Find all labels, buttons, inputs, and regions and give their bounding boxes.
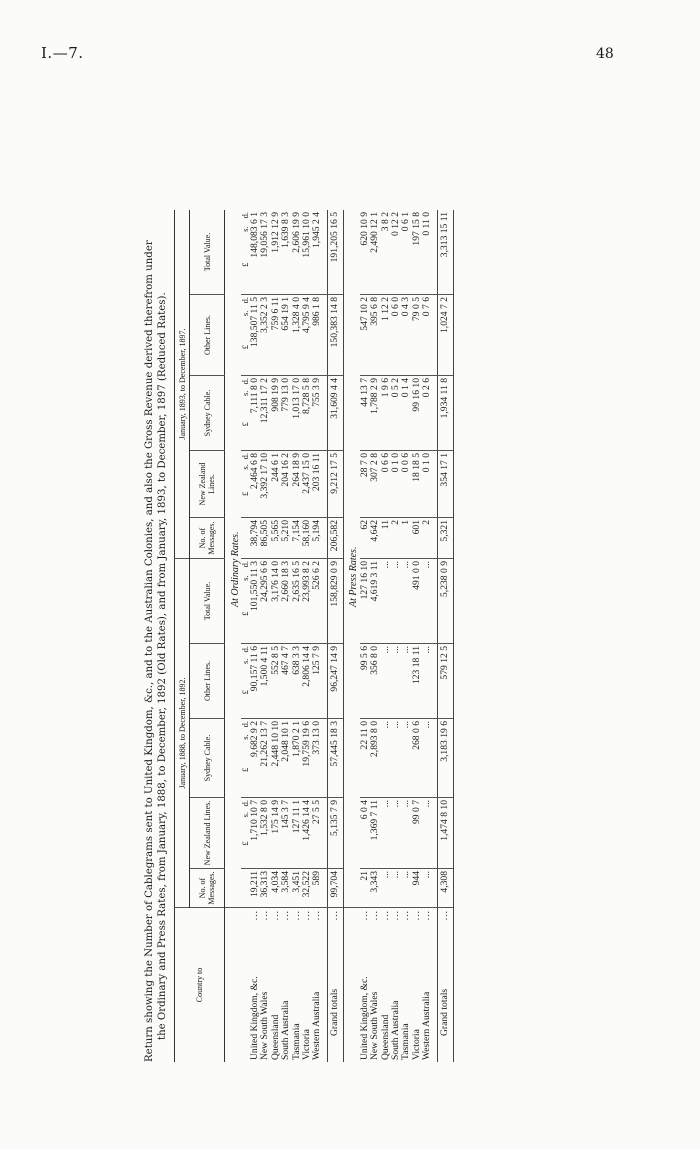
unit-symbol: d.: [240, 800, 250, 807]
leader-dots: ...: [421, 910, 433, 921]
table-row: [312, 210, 322, 1062]
leader-dots: ...: [410, 910, 422, 921]
table-cell: 101,550 11 3: [250, 559, 260, 644]
table-cell: 3,352 2 3: [260, 295, 270, 376]
table-row: [401, 210, 411, 1062]
leader-dots: ...: [280, 910, 292, 921]
table-cell: ...: [401, 719, 411, 798]
table-cell: ...: [422, 798, 432, 869]
table-cell: 601: [412, 518, 422, 559]
header-messages-2: No. of Messages.: [190, 518, 225, 559]
title-line-1: Return showing the Number of Cablegrams sent to United Kingdom, &c., and to the Australian Colonies, and also the Gross Revenue derived therefrom under: [144, 240, 155, 1062]
header-nz-lines-2: New Zealand Lines.: [190, 451, 225, 518]
country-label: Victoria: [410, 1029, 422, 1060]
leader-dots: ...: [301, 910, 313, 921]
header-period-1: January, 1888, to December, 1892.: [175, 559, 190, 908]
table-row: [370, 210, 380, 1062]
table-cell: 1,870 2 1: [292, 719, 302, 798]
unit-symbol: d.: [240, 561, 250, 568]
empty-cell: [343, 908, 360, 1063]
table-cell: 0 6 6: [381, 451, 391, 518]
unit-symbol: £: [240, 345, 250, 350]
table-cell: 99 5 6: [360, 644, 370, 719]
country-label: Tasmania: [290, 1023, 302, 1060]
table-cell: 5,321: [437, 518, 453, 559]
table-cell: 148,083 6 1: [250, 210, 260, 295]
table-row: [412, 210, 422, 1062]
unit-symbol: s.: [240, 811, 250, 818]
table-cell: 2: [391, 518, 401, 559]
table-cell: ...: [422, 559, 432, 644]
table-cell: 0 12 2: [391, 210, 401, 295]
table-cell: 3,313 15 11: [437, 210, 453, 295]
table-cell: 0 7 6: [422, 295, 432, 376]
table-cell: 1,013 17 0: [292, 376, 302, 451]
table-row: [271, 210, 281, 1062]
country-label: Grand totals: [438, 988, 450, 1036]
table-cell: 356 8 0: [370, 644, 380, 719]
unit-symbol: d.: [240, 453, 250, 460]
leader-dots: ...: [438, 910, 450, 921]
unit-symbol: £: [240, 767, 250, 772]
table-cell: 3,183 19 6: [437, 719, 453, 798]
table-cell: 9,682 9 2: [250, 719, 260, 798]
table-cell: 19,759 19 6: [302, 719, 312, 798]
table-cell: 79 0 5: [412, 295, 422, 376]
unit-symbol: d.: [240, 721, 250, 728]
table-cell: 3,176 14 0: [271, 559, 281, 644]
leader-dots: ...: [259, 910, 271, 921]
table-cell: 15,961 10 0: [302, 210, 312, 295]
table-cell: 145 3 7: [281, 798, 291, 869]
table-cell: ...: [391, 798, 401, 869]
table-cell: 2,490 12 1: [370, 210, 380, 295]
table-cell: 28 7 0: [360, 451, 370, 518]
leader-dots: ...: [369, 910, 381, 921]
table-cell: 0 1 0: [391, 451, 401, 518]
table-row: [360, 210, 370, 1062]
country-name: [312, 908, 322, 1063]
table-cell: 552 8 5: [271, 644, 281, 719]
leader-dots: ...: [329, 910, 341, 921]
header-sydney-cable-2: Sydney Cable.: [190, 376, 225, 451]
table-cell: 1,328 4 0: [292, 295, 302, 376]
table-cell: 4,619 3 11: [370, 559, 380, 644]
table-cell: 138,507 11 5: [250, 295, 260, 376]
unit-symbol: s.: [240, 734, 250, 740]
table-cell: 125 7 9: [312, 644, 322, 719]
table-cell: ...: [401, 798, 411, 869]
leader-dots: ...: [379, 910, 391, 921]
table-cell: 32,522: [302, 869, 312, 908]
table-body: [225, 210, 454, 1062]
header-other-lines-1: Other Lines.: [190, 644, 225, 719]
table-cell: 268 0 6: [412, 719, 422, 798]
table-cell: 0 1 0: [422, 451, 432, 518]
leader-dots: ...: [311, 910, 323, 921]
table-cell: 4,034: [271, 869, 281, 908]
table-cell: 12,311 17 2: [260, 376, 270, 451]
table-cell: 36,313: [260, 869, 270, 908]
rotated-table-block: [143, 82, 558, 1062]
table-cell: 21,262 13 7: [260, 719, 270, 798]
table-cell: ...: [401, 559, 411, 644]
unit-symbol: s.: [240, 464, 250, 470]
table-cell: 8,728 5 8: [302, 376, 312, 451]
table-cell: 21: [360, 869, 370, 908]
page-reference: I.—7.: [41, 44, 84, 62]
table-cell: 264 18 9: [292, 451, 302, 518]
country-label: South Australia: [390, 1000, 402, 1060]
unit-symbol: d.: [240, 646, 250, 653]
table-cell: 127 16 10: [360, 559, 370, 644]
table-cell: 307 2 8: [370, 451, 380, 518]
table-cell: 1 12 2: [381, 295, 391, 376]
table-row: [302, 210, 312, 1062]
cablegram-table: [174, 210, 454, 1062]
table-cell: 23,993 8 2: [302, 559, 312, 644]
table-cell: 779 13 0: [281, 376, 291, 451]
country-label: Grand totals: [329, 988, 341, 1036]
table-cell: 654 19 1: [281, 295, 291, 376]
table-cell: 0 4 3: [401, 295, 411, 376]
title-line-2: the Ordinary and Press Rates, from January, 1888, to December, 1892 (Old Rates), and from January, 1893, to December, 1897 (Reduced Rates).: [157, 292, 168, 1040]
country-name: [422, 908, 432, 1063]
table-cell: 908 19 9: [271, 376, 281, 451]
table-cell: 24,295 6 6: [260, 559, 270, 644]
table-cell: 3,392 17 10: [260, 451, 270, 518]
section-label: At Ordinary Rates.: [225, 210, 242, 908]
table-cell: 5,210: [281, 518, 291, 559]
table-cell: ...: [391, 559, 401, 644]
grand-totals-row: [437, 210, 453, 1062]
table-row: [422, 210, 432, 1062]
table-cell: 547 10 2: [360, 295, 370, 376]
table-cell: ...: [391, 644, 401, 719]
table-cell: 467 4 7: [281, 644, 291, 719]
table-cell: ...: [422, 869, 432, 908]
table-cell: 1 9 6: [381, 376, 391, 451]
unit-symbol: £: [240, 491, 250, 497]
table-cell: 204 16 2: [281, 451, 291, 518]
table-cell: 2,437 15 0: [302, 451, 312, 518]
table-cell: 0 2 6: [422, 376, 432, 451]
table-cell: 11: [381, 518, 391, 559]
table-cell: 589: [312, 869, 322, 908]
table-cell: 96,247 14 9: [327, 644, 343, 719]
table-cell: 2,806 14 4: [302, 644, 312, 719]
table-cell: 0 6 0: [391, 295, 401, 376]
table-cell: 203 16 11: [312, 451, 322, 518]
table-cell: 3,451: [292, 869, 302, 908]
table-row: [260, 210, 270, 1062]
country-label: New South Wales: [259, 991, 271, 1060]
table-cell: 0 6 1: [401, 210, 411, 295]
unit-symbol: d.: [240, 212, 250, 219]
table-cell: 90,157 11 6: [250, 644, 260, 719]
country-label: United Kingdom, &c.: [249, 976, 260, 1060]
table-cell: 44 13 7: [360, 376, 370, 451]
table-row: [391, 210, 401, 1062]
country-label: United Kingdom, &c.: [358, 976, 370, 1060]
header-nz-lines-1: New Zealand Lines.: [190, 798, 225, 869]
table-cell: ...: [422, 719, 432, 798]
table-cell: 5,238 0 9: [437, 559, 453, 644]
table-cell: 1,500 4 11: [260, 644, 270, 719]
unit-symbol: s.: [240, 310, 250, 317]
table-row: [292, 210, 302, 1062]
leader-dots: ...: [400, 910, 412, 921]
table-row: [281, 210, 291, 1062]
table-cell: 18 18 5: [412, 451, 422, 518]
page-number: 48: [596, 46, 614, 62]
table-cell: 491 0 0: [412, 559, 422, 644]
table-cell: 3,584: [281, 869, 291, 908]
table-cell: 5,135 7 9: [327, 798, 343, 869]
table-cell: ...: [401, 644, 411, 719]
table-cell: 3,343: [370, 869, 380, 908]
header-other-lines-2: Other Lines.: [190, 295, 225, 376]
table-cell: 0 5 2: [391, 376, 401, 451]
leader-dots: ...: [269, 910, 281, 921]
table-cell: 86,505: [260, 518, 270, 559]
table-cell: 1,639 8 3: [281, 210, 291, 295]
table-cell: 175 14 9: [271, 798, 281, 869]
table-cell: 2,048 10 1: [281, 719, 291, 798]
table-cell: 127 11 1: [292, 798, 302, 869]
grand-totals-row: [327, 210, 343, 1062]
unit-symbol: s.: [240, 226, 250, 232]
table-cell: 9,212 17 5: [327, 451, 343, 518]
table-cell: 2,606 19 9: [292, 210, 302, 295]
country-label: Victoria: [301, 1029, 313, 1060]
country-label: Tasmania: [400, 1023, 412, 1060]
table-cell: 38,794: [250, 518, 260, 559]
unit-symbol: £: [240, 262, 250, 267]
table-cell: 1,369 7 11: [370, 798, 380, 869]
table-cell: 99 0 7: [412, 798, 422, 869]
table-row: [381, 210, 391, 1062]
table-cell: ...: [391, 719, 401, 798]
table-cell: 123 18 11: [412, 644, 422, 719]
table-cell: 944: [412, 869, 422, 908]
table-cell: 7,154: [292, 518, 302, 559]
table-cell: 2,448 10 10: [271, 719, 281, 798]
table-cell: 22 11 0: [360, 719, 370, 798]
table-cell: 5,194: [312, 518, 322, 559]
table-cell: ...: [391, 869, 401, 908]
table-cell: 244 6 1: [271, 451, 281, 518]
unit-symbol: £: [240, 841, 250, 846]
header-country: Country to: [175, 908, 225, 1063]
table-cell: 4,308: [437, 869, 453, 908]
table-cell: 5,565: [271, 518, 281, 559]
table-cell: ...: [381, 559, 391, 644]
header-total-value-2: Total Value.: [190, 210, 225, 295]
table-cell: 620 10 9: [360, 210, 370, 295]
country-label: Western Australia: [421, 991, 433, 1060]
header-total-value-1: Total Value.: [190, 559, 225, 644]
leader-dots: ...: [249, 910, 260, 921]
table-cell: 1,474 8 10: [437, 798, 453, 869]
table-cell: 191,205 16 5: [327, 210, 343, 295]
table-cell: 99,704: [327, 869, 343, 908]
table-cell: 579 12 5: [437, 644, 453, 719]
table-cell: 638 3 3: [292, 644, 302, 719]
table-cell: 1: [401, 518, 411, 559]
table-cell: 2,464 6 8: [250, 451, 260, 518]
leader-dots: ...: [390, 910, 402, 921]
table-cell: 4,795 9 4: [302, 295, 312, 376]
table-cell: 2,893 8 0: [370, 719, 380, 798]
table-cell: 3 8 2: [381, 210, 391, 295]
table-cell: 354 17 1: [437, 451, 453, 518]
table-cell: 373 13 0: [312, 719, 322, 798]
table-cell: 986 1 8: [312, 295, 322, 376]
table-cell: 158,829 0 9: [327, 559, 343, 644]
grand-totals-label: [437, 908, 453, 1063]
leader-dots: ...: [290, 910, 302, 921]
unit-symbol: s.: [240, 658, 250, 665]
table-cell: 526 6 2: [312, 559, 322, 644]
table-cell: 1,710 10 7: [250, 798, 260, 869]
unit-symbol: £: [240, 422, 250, 427]
header-period-2: January, 1893, to December, 1897.: [175, 210, 190, 559]
empty-cell: [225, 908, 242, 1063]
country-label: Queensland: [379, 1014, 391, 1060]
table-cell: 0 0 6: [401, 451, 411, 518]
table-cell: 1,024 7 2: [437, 295, 453, 376]
grand-totals-label: [327, 908, 343, 1063]
unit-symbol: £: [240, 611, 250, 616]
table-cell: ...: [422, 644, 432, 719]
unit-symbol: s.: [240, 575, 250, 581]
table-cell: 99 16 10: [412, 376, 422, 451]
table-title: [143, 82, 169, 1062]
unit-symbol: d.: [240, 378, 250, 385]
leader-dots: ...: [358, 910, 370, 921]
section-label-row: [225, 210, 242, 1062]
table-cell: 1,934 11 8: [437, 376, 453, 451]
table-cell: 27 5 5: [312, 798, 322, 869]
table-cell: 759 6 11: [271, 295, 281, 376]
table-cell: 1,788 2 9: [370, 376, 380, 451]
table-cell: 6 0 4: [360, 798, 370, 869]
table-cell: 19,211: [250, 869, 260, 908]
table-cell: ...: [381, 719, 391, 798]
table-cell: 150,383 14 8: [327, 295, 343, 376]
table-cell: 57,445 18 3: [327, 719, 343, 798]
section-label: At Press Rates.: [343, 210, 360, 908]
country-label: South Australia: [280, 1000, 292, 1060]
table-cell: ...: [381, 869, 391, 908]
table-cell: ...: [381, 798, 391, 869]
unit-symbol: s.: [240, 390, 250, 397]
table-cell: 62: [360, 518, 370, 559]
table-cell: ...: [381, 644, 391, 719]
country-label: Queensland: [269, 1014, 281, 1060]
country-label: Western Australia: [311, 991, 323, 1060]
table-cell: 31,609 4 4: [327, 376, 343, 451]
table-cell: 1,532 8 0: [260, 798, 270, 869]
country-label: New South Wales: [369, 991, 381, 1060]
table-cell: 755 3 9: [312, 376, 322, 451]
table-cell: 58,160: [302, 518, 312, 559]
table-cell: 2,635 16 5: [292, 559, 302, 644]
table-cell: 1,426 14 4: [302, 798, 312, 869]
table-cell: 197 15 8: [412, 210, 422, 295]
table-cell: 1,912 12 9: [271, 210, 281, 295]
table-cell: 395 6 8: [370, 295, 380, 376]
unit-symbol: d.: [240, 297, 250, 304]
table-cell: ...: [401, 869, 411, 908]
table-row: [250, 210, 260, 1062]
section-label-row: [343, 210, 360, 1062]
table-cell: 1,945 2 4: [312, 210, 322, 295]
header-messages-1: No. of Messages.: [190, 869, 225, 908]
table-cell: 0 11 0: [422, 210, 432, 295]
unit-symbol: £: [240, 690, 250, 695]
table-cell: 206,582: [327, 518, 343, 559]
header-sydney-cable-1: Sydney Cable.: [190, 719, 225, 798]
table-cell: 2,660 18 3: [281, 559, 291, 644]
table-cell: 2: [422, 518, 432, 559]
table-cell: 19,056 17 3: [260, 210, 270, 295]
table-cell: 4,642: [370, 518, 380, 559]
table-cell: 0 1 4: [401, 376, 411, 451]
table-cell: 7,111 8 0: [250, 376, 260, 451]
